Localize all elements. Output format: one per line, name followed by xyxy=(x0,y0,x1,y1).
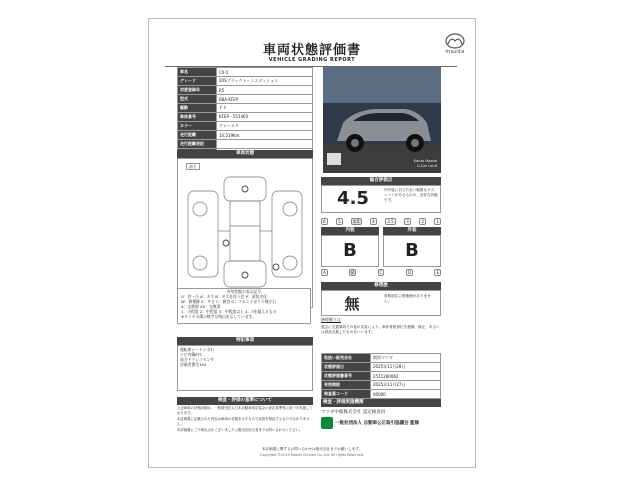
grade-tick: E xyxy=(436,269,439,275)
standard-para: 上記車両の状態評価は、一般財団法人日本自動車査定協会の査定基準等に基づき実施しております。 xyxy=(177,406,313,415)
copyright: Copyright ©2019 Mazda Chuhan Co.,Ltd. All rights Reserved. xyxy=(260,453,364,457)
exterior-header: 外装 xyxy=(383,227,441,235)
scale-tick: 6 xyxy=(323,218,326,224)
table-key-cell: 検査員コード xyxy=(322,390,371,399)
exterior-grade: B xyxy=(405,240,419,261)
standard-header: 検査・評価の基準について xyxy=(177,397,313,405)
legend-line: X：交換要 XX：交換済 xyxy=(181,304,221,309)
table-key-cell: 取扱い販売会社 xyxy=(322,354,371,363)
overall-header: 総合評価点 xyxy=(321,177,441,185)
table-value-cell: 10,519Km xyxy=(217,131,313,140)
legend-box xyxy=(177,288,311,324)
table-row xyxy=(178,140,313,149)
table-value-cell: 2025年11月27日 xyxy=(371,381,441,390)
interior-header: 内装 xyxy=(321,227,379,235)
table-value-cell: グレーメタ xyxy=(217,122,313,131)
photo-caption: Kanto Mazda U-Car Land xyxy=(413,159,437,168)
legend-line: W：修理跡 S：サビ C：腐食 G：フロントガラス飛び石 xyxy=(181,299,276,304)
table-value-cell: 00000 xyxy=(371,390,441,399)
overall-desc: 内外装に目立たない軽微なキズ、ヘコミがあるものの、良好な状態です。 xyxy=(384,188,438,202)
table-key-cell: グレード xyxy=(178,77,217,86)
table-value-cell: R5 xyxy=(217,86,313,95)
list-item: ナビ内蔵ETC xyxy=(180,352,203,357)
scale-tick: 1 xyxy=(436,218,439,224)
list-item: 運転席シートシボれ xyxy=(180,347,215,352)
table-value-cell: 20Sブラックトーンエディション xyxy=(217,77,313,86)
grade-scale xyxy=(321,268,441,276)
inspector-org: マツダ中販株式会社 認定検査員 xyxy=(321,410,386,415)
table-key-cell: 走行距離表記 xyxy=(178,140,217,149)
table-row xyxy=(178,122,313,131)
legend-line: ※タイヤの溝の数字は残山を示しています。 xyxy=(181,314,256,319)
car-diagram-icon xyxy=(178,171,312,301)
table-row xyxy=(322,372,441,381)
repair-desc: 骨格部位に修復歴がありません。 xyxy=(384,294,431,303)
table-row xyxy=(322,381,441,390)
mazda-logo xyxy=(441,33,469,65)
grade-tick: D xyxy=(407,269,411,275)
table-value-cell: 関西マツダ xyxy=(371,354,441,363)
inspector-header: 検査・評価実施機関 xyxy=(321,399,441,407)
table-row xyxy=(178,86,313,95)
table-row xyxy=(178,113,313,122)
table-value-cell: 6BA-KFEP xyxy=(217,95,313,104)
brand-word: mazda xyxy=(445,49,465,55)
scale-tick: 3 xyxy=(406,218,409,224)
report-subtitle: VEHICLE GRADING REPORT xyxy=(268,57,356,63)
table-key-cell: 初度登録年 xyxy=(178,86,217,95)
legend-line: U：凹・凸 A：キズ B：キズを伴う凹 P：塗装劣化 xyxy=(181,294,267,299)
table-key-cell: 有効期限 xyxy=(322,381,371,390)
repair-header: 修復歴 xyxy=(321,282,441,290)
interior-box xyxy=(321,235,379,267)
table-key-cell: カラー xyxy=(178,122,217,131)
table-row xyxy=(322,354,441,363)
exterior-box xyxy=(383,235,441,267)
mazda-emblem-icon xyxy=(445,33,465,49)
legend-line: 1：小程度 2：中程度 3：中程度以上 4：3を超えるもの xyxy=(181,309,277,314)
table-row xyxy=(178,131,313,140)
condition-diagram xyxy=(177,158,313,308)
scale-tick: 3.5 xyxy=(387,218,394,224)
spec-table xyxy=(177,67,313,158)
front-label: 前方 xyxy=(186,163,200,170)
scale-tick: 2 xyxy=(421,218,424,224)
repair-note-title: 修理歴とは xyxy=(321,317,341,322)
overall-box xyxy=(321,185,441,213)
table-row xyxy=(322,390,441,399)
repair-box xyxy=(321,290,441,316)
vehicle-photo xyxy=(323,67,441,173)
table-key-cell: 状態評価日 xyxy=(322,363,371,372)
table-row xyxy=(322,363,441,372)
repair-note: 過去に交通事故その他の災害により、車体骨格部位を損傷、修正、あるいは部品交換したものをいいます。 xyxy=(321,325,440,334)
table-key-cell: 駆動 xyxy=(178,104,217,113)
standard-para: 本評価書にご不明な点がございましたら販売店担当者までお問い合わせください。 xyxy=(177,428,303,432)
table-row xyxy=(178,104,313,113)
interior-grade: B xyxy=(343,240,357,261)
standard-text xyxy=(177,406,313,433)
scale-tick-selected: 4.5 xyxy=(353,218,360,224)
table-value-cell: 2511280062 xyxy=(371,372,441,381)
footer-note: 本評価書に関するお問い合わせは販売会社までお願いします。 xyxy=(261,447,363,451)
standard-para: 本証明書に記載された内容は車両の状態を示すもので品質を保証するものではありません。 xyxy=(177,417,310,426)
notes-box xyxy=(177,345,313,391)
table-key-cell: 型式 xyxy=(178,95,217,104)
table-key-cell: 車体番号 xyxy=(178,113,217,122)
grade-tick: A xyxy=(323,269,326,275)
table-value-cell: KFEP－551465 xyxy=(217,113,313,122)
grade-tick: C xyxy=(379,269,383,275)
overall-score: 4.5 xyxy=(337,188,369,209)
list-item: 前方ドラレコセンサ xyxy=(180,357,215,362)
table-value-cell: CX-5 xyxy=(217,68,313,77)
condition-header: 車両状態 xyxy=(177,150,313,158)
table-row xyxy=(178,77,313,86)
report-title: 車両状態評価書 xyxy=(262,43,361,58)
table-row xyxy=(178,95,313,104)
score-scale xyxy=(321,217,441,225)
dealer-table xyxy=(321,353,441,399)
table-value-cell: ＦＦ xyxy=(217,104,313,113)
legend-title: 外装状態の表示記号 xyxy=(226,289,262,294)
grading-report-sheet xyxy=(148,18,476,468)
list-item: 評価者番号144 xyxy=(180,362,207,367)
table-key-cell: 車名 xyxy=(178,68,217,77)
supervisor-logo-icon xyxy=(321,417,333,429)
table-key-cell: 状態評価書番号 xyxy=(322,372,371,381)
notes-header: 特記事項 xyxy=(177,337,313,345)
repair-value: 無 xyxy=(344,295,360,313)
scale-tick: 4 xyxy=(372,218,375,224)
grade-tick-selected: B xyxy=(351,269,355,275)
table-value-cell: 2025年11月28日 xyxy=(371,363,441,372)
scale-tick: 5 xyxy=(338,218,341,224)
table-row xyxy=(178,68,313,77)
table-key-cell: 走行距離 xyxy=(178,131,217,140)
table-value-cell xyxy=(217,140,313,149)
supervisor: 一般社団法人 自動車公正取引協議会 監修 xyxy=(335,421,420,426)
